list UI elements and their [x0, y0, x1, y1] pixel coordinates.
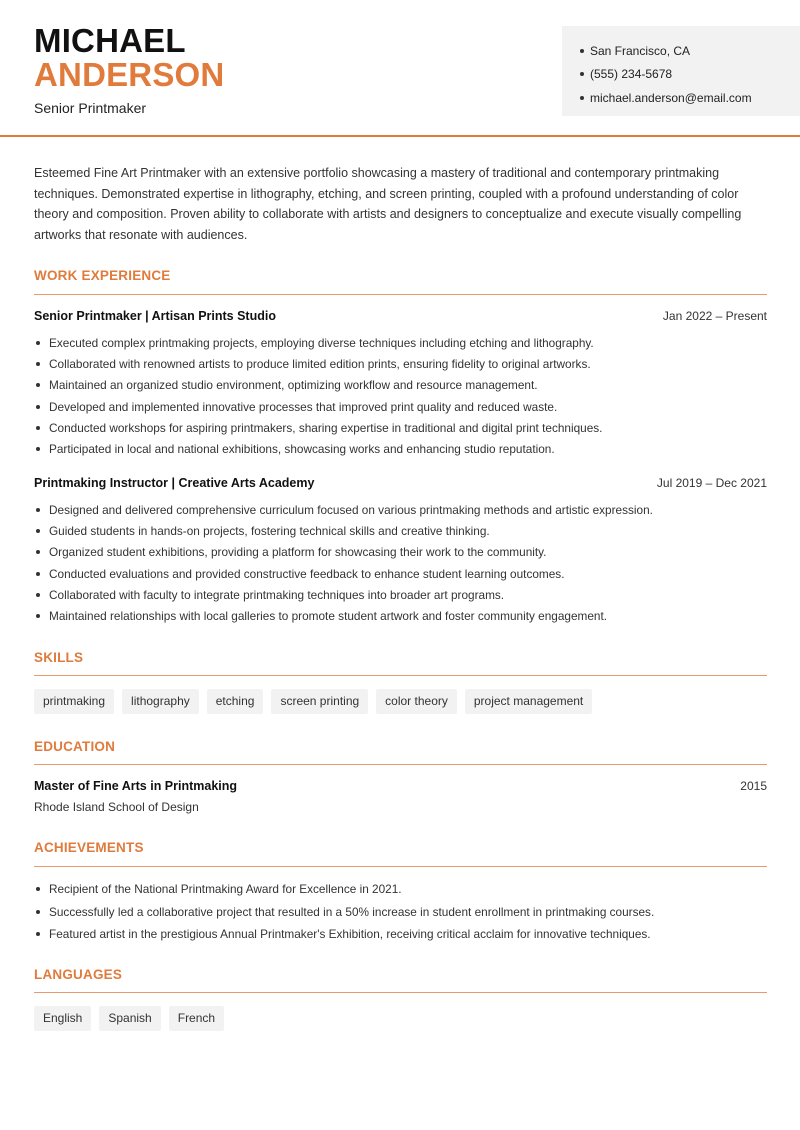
contact-location	[580, 39, 800, 63]
job-header	[34, 309, 767, 323]
bullet-icon	[36, 529, 40, 533]
education-year: 2015	[740, 779, 767, 793]
list-item	[34, 396, 774, 417]
skill-tag: screen printing	[271, 689, 368, 714]
list-item-text: Conducted evaluations and provided constructive feedback to enhance student learning outcomes.	[49, 566, 565, 581]
contact-phone	[580, 63, 800, 87]
bullet-icon	[36, 383, 40, 387]
list-item	[34, 332, 774, 353]
job-dates: Jul 2019 – Dec 2021	[656, 476, 767, 490]
list-item-text: Guided students in hands-on projects, fostering technical skills and creative thinking.	[49, 523, 490, 538]
last-name: ANDERSON	[34, 56, 225, 93]
job-bullets	[34, 332, 774, 460]
job-role: Senior Printmaker | Artisan Prints Studio	[34, 309, 276, 323]
section-title-languages: LANGUAGES	[34, 967, 123, 982]
first-name: MICHAEL	[34, 22, 186, 59]
bullet-icon	[36, 362, 40, 366]
education-degree: Master of Fine Arts in Printmaking	[34, 779, 238, 793]
contact-email	[580, 86, 800, 110]
list-item-text: Developed and implemented innovative processes that improved print quality and reduced waste.	[49, 399, 558, 414]
language-tag: French	[169, 1006, 224, 1031]
list-item	[34, 375, 774, 396]
section-title-achievements: ACHIEVEMENTS	[34, 840, 144, 855]
section-divider	[34, 866, 767, 867]
skill-tag: etching	[207, 689, 264, 714]
resume-header	[0, 0, 800, 137]
list-item	[34, 563, 774, 584]
bullet-icon	[36, 447, 40, 451]
bullet-icon	[36, 341, 40, 345]
section-divider	[34, 294, 767, 295]
achievements-list	[34, 878, 774, 946]
contact-box	[562, 26, 800, 116]
skill-tag: lithography	[122, 689, 199, 714]
list-item-text: Participated in local and national exhibitions, showcasing works and enhancing studio reputation.	[49, 442, 555, 457]
list-item-text: Organized student exhibitions, providing a platform for showcasing their work to the community.	[49, 545, 547, 560]
list-item-text: Featured artist in the prestigious Annual Printmaker's Exhibition, receiving critical acclaim for innovative techniques.	[49, 927, 651, 942]
language-tag: Spanish	[99, 1006, 160, 1031]
list-item-text: Maintained relationships with local galleries to promote student artwork and foster community engagement.	[49, 609, 608, 624]
section-title-work: WORK EXPERIENCE	[34, 268, 171, 283]
job-title: Senior Printmaker	[34, 100, 147, 116]
list-item	[34, 542, 774, 563]
education-header	[34, 779, 767, 793]
language-tag: English	[34, 1006, 91, 1031]
list-item	[34, 605, 774, 626]
skills-tags	[34, 689, 592, 714]
bullet-icon	[36, 910, 40, 914]
list-item-text: Collaborated with faculty to integrate printmaking techniques into broader art programs.	[49, 587, 505, 602]
section-divider	[34, 764, 767, 765]
contact-phone-text: (555) 234-5678	[590, 67, 673, 82]
job-bullets	[34, 499, 774, 627]
education-school: Rhode Island School of Design	[34, 800, 199, 814]
skill-tag: project management	[465, 689, 592, 714]
bullet-icon	[36, 887, 40, 891]
job-header	[34, 476, 767, 490]
list-item	[34, 923, 774, 946]
section-title-skills: SKILLS	[34, 650, 84, 665]
list-item	[34, 438, 774, 459]
bullet-icon	[36, 426, 40, 430]
list-item-text: Maintained an organized studio environment, optimizing workflow and resource management.	[49, 378, 538, 393]
job-dates: Jan 2022 – Present	[662, 309, 767, 323]
bullet-icon	[36, 508, 40, 512]
list-item	[34, 878, 774, 901]
section-divider	[34, 992, 767, 993]
list-item-text: Recipient of the National Printmaking Award for Excellence in 2021.	[49, 882, 402, 897]
skill-tag: printmaking	[34, 689, 114, 714]
contact-location-text: San Francisco, CA	[590, 43, 691, 58]
list-item-text: Designed and delivered comprehensive curriculum focused on various printmaking methods and artistic expression.	[49, 502, 653, 517]
bullet-icon	[580, 96, 584, 100]
section-title-education: EDUCATION	[34, 739, 116, 754]
skill-tag: color theory	[376, 689, 457, 714]
section-divider	[34, 675, 767, 676]
bullet-icon	[36, 614, 40, 618]
list-item	[34, 901, 774, 924]
bullet-icon	[580, 49, 584, 53]
list-item	[34, 499, 774, 520]
bullet-icon	[580, 72, 584, 76]
bullet-icon	[36, 932, 40, 936]
bullet-icon	[36, 593, 40, 597]
bullet-icon	[36, 550, 40, 554]
list-item	[34, 353, 774, 374]
bullet-icon	[36, 572, 40, 576]
language-tags	[34, 1006, 224, 1031]
list-item-text: Executed complex printmaking projects, employing diverse techniques including etching and lithography.	[49, 335, 594, 350]
contact-email-text: michael.anderson@email.com	[590, 90, 752, 105]
list-item-text: Collaborated with renowned artists to produce limited edition prints, ensuring fidelity to original artworks.	[49, 356, 591, 371]
bullet-icon	[36, 405, 40, 409]
list-item	[34, 520, 774, 541]
list-item	[34, 584, 774, 605]
list-item	[34, 417, 774, 438]
job-role: Printmaking Instructor | Creative Arts Academy	[34, 476, 315, 490]
summary: Esteemed Fine Art Printmaker with an extensive portfolio showcasing a mastery of traditional and contemporary printmaking techniques. Demonstrated expertise in lithography, etching, and screen printing, coupled with a profound understanding of color theory and composition. Proven ability to collaborate with artists and designers to conceptualize and execute visually compelling artworks that resonate with audiences.	[34, 166, 742, 242]
list-item-text: Successfully led a collaborative project that resulted in a 50% increase in student enrollment in printmaking courses.	[49, 904, 655, 919]
list-item-text: Conducted workshops for aspiring printmakers, sharing expertise in traditional and digital print techniques.	[49, 420, 603, 435]
